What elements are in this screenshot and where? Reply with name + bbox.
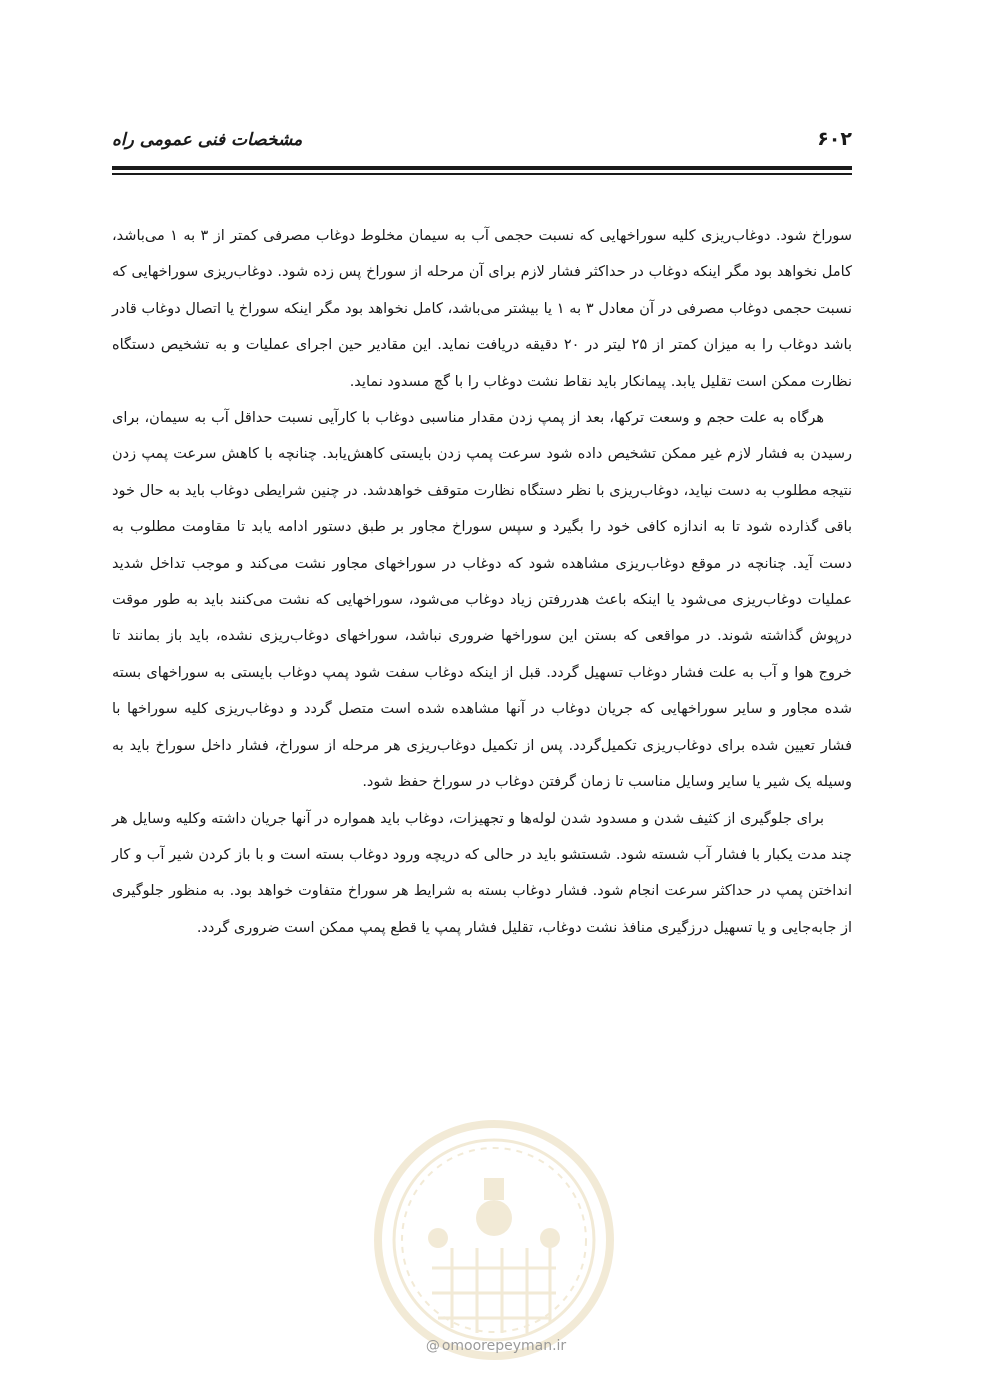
running-title: مشخصات فنی عمومی راه [112,130,303,150]
header-rule-thick [112,166,852,170]
paragraph-2: هرگاه به علت حجم و وسعت ترکها، بعد از پمپ زدن مقدار مناسبی دوغاب با کارآیی نسبت حداقل آب به سیمان، برای رسیدن به فشار لازم غیر ممکن تشخیص داده شود سرعت پمپ زدن بایستی کاهش‌یابد. چنانچه با کاهش سرعت پمپ زدن نتیجه مطلوب به دست نیاید، دوغاب‌ریزی با نظر دستگاه نظارت متوقف خواهدشد. در چنین شرایطی دوغاب باید به حال خود باقی گذارده شود تا به اندازه کافی خود را بگیرد و سپس سوراخ مجاور بر طبق دستور ادامه یابد تا مقاومت مطلوب به دست آید. چنانچه در موقع دوغاب‌ریزی مشاهده شود که دوغاب در سوراخهای مجاور نشت می‌کند و موجب تداخل شدید عملیات دوغاب‌ریزی می‌شود یا اینکه باعث هدررفتن زیاد دوغاب می‌شود، سوراخهایی که نشت می‌کنند باید به طور موقت درپوش گذاشته شوند. در مواقعی که بستن این سوراخها ضروری نباشد، سوراخهای دوغاب‌ریزی نشده، باید باز بمانند تا خروج هوا و آب به علت فشار دوغاب تسهیل گردد. قبل از اینکه دوغاب سفت شود پمپ دوغاب بایستی به سوراخهای بسته شده مجاور و سایر سوراخهایی که جریان دوغاب در آنها مشاهده شده است متصل گردد و دوغاب‌ریزی کلیه سوراخها با فشار تعیین شده برای دوغاب‌ریزی تکمیل‌گردد. پس از تکمیل دوغاب‌ریزی هر مرحله از سوراخ، فشار داخل سوراخ باید به وسیله یک شیر یا سایر وسایل مناسب تا زمان گرفتن دوغاب در سوراخ حفظ شود. [112,410,852,791]
header-rule-thin [112,173,852,175]
page-header [112,128,852,158]
watermark-seal [372,1118,616,1362]
watermark-site-label [386,1338,606,1354]
at-symbol-icon: @ [425,1338,440,1354]
body-text [112,218,852,946]
paragraph-1: سوراخ شود. دوغاب‌ریزی کلیه سوراخهایی که نسبت حجمی آب به سیمان مخلوط دوغاب مصرفی کمتر از ۳ به ۱ می‌باشد، کامل نخواهد بود مگر اینکه دوغاب در حداکثر فشار لازم برای آن مرحله از سوراخ پس زده شود. دوغاب‌ریزی سوراخهایی که نسبت حجمی دوغاب مصرفی در آن معادل ۳ به ۱ یا بیشتر می‌باشد، کامل نخواهد بود مگر اینکه سوراخ یا اتصال دوغاب قادر باشد دوغاب را به میزان کمتر از ۲۵ لیتر در ۲۰ دقیقه دریافت نماید. این مقادیر حین اجرای عملیات و به تشخیص دستگاه نظارت ممکن است تقلیل یابد. پیمانکار باید نقاط نشت دوغاب را با گچ مسدود نماید. [112,228,852,390]
paragraph-3: برای جلوگیری از کثیف شدن و مسدود شدن لوله‌ها و تجهیزات، دوغاب باید همواره در آنها جریان داشته وکلیه وسایل هر چند مدت یکبار با فشار آب شسته شود. شستشو باید در حالی که دریچه ورود دوغاب بسته است و با باز کردن شیر آب و کار انداختن پمپ در حداکثر سرعت انجام شود. فشار دوغاب بسته به شرایط هر سوراخ متفاوت خواهد بود. به منظور جلوگیری از جابه‌جایی و یا تسهیل درزگیری منافذ نشت دوغاب، تقلیل فشار پمپ یا قطع پمپ ممکن است ضروری گردد. [112,810,852,936]
watermark-site: omoorepeyman.ir [441,1338,567,1354]
page-number: ۶۰۲ [817,128,852,150]
